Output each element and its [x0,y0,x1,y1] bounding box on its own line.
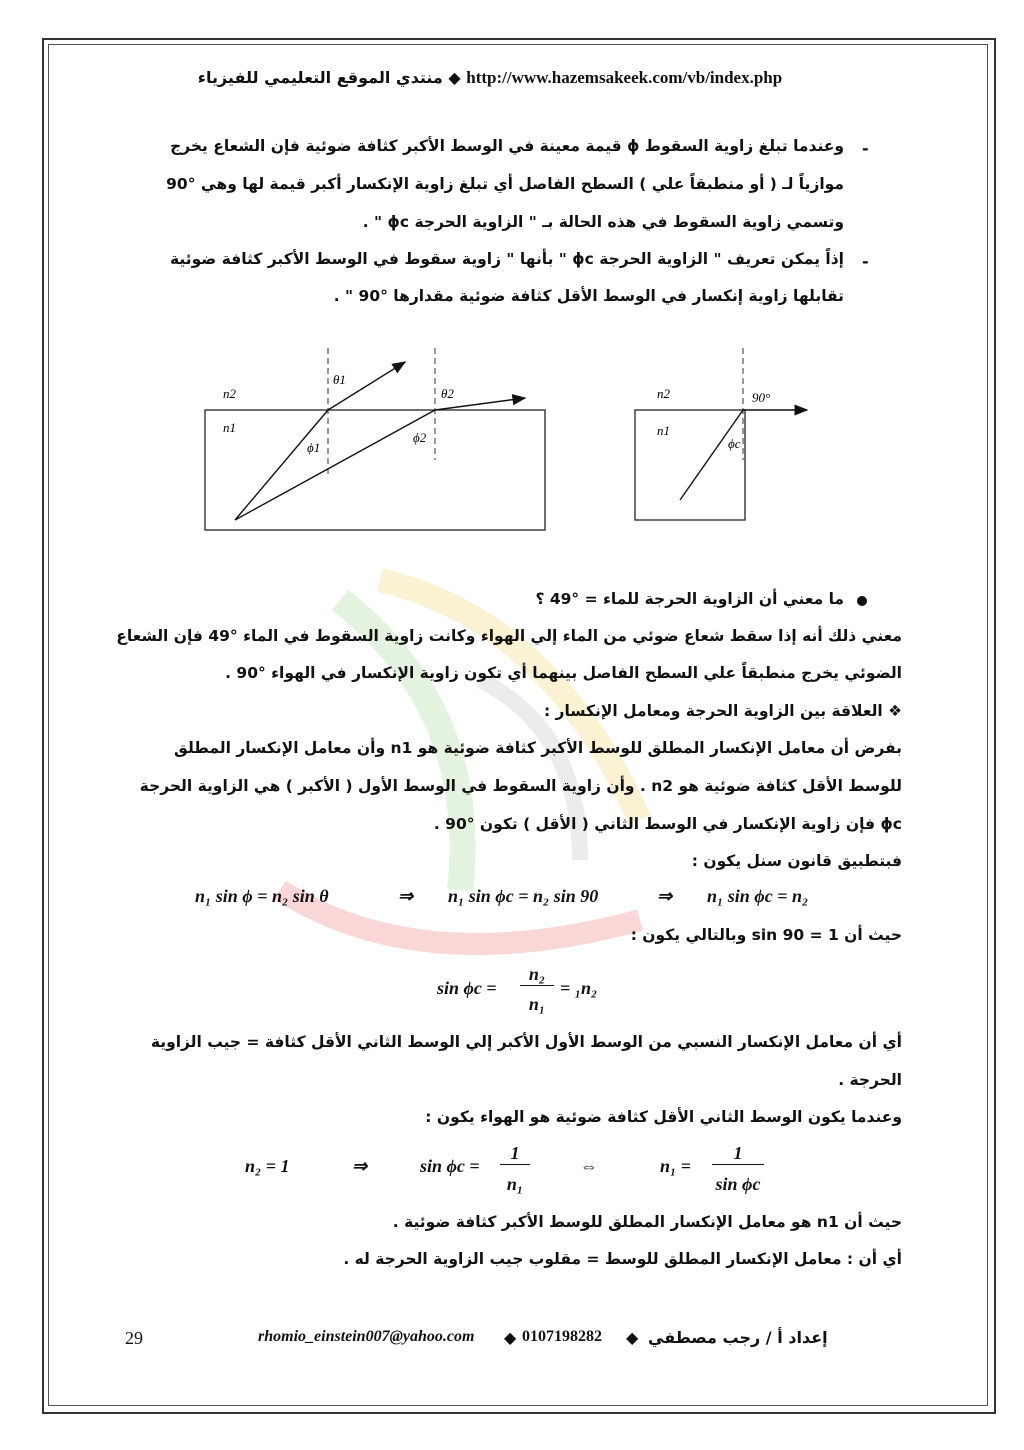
incident-ray-critical [680,410,743,500]
incident-ray-1 [235,410,328,520]
answer-line1: معني ذلك أنه إذا سقط شعاع ضوئي من الماء إلي الهواء وكانت زاوية السقوط في الماء °49 فإن الشعاع [116,627,902,645]
since-line: حيث أن 1 = sin 90 وبالتالي يكون : [630,926,902,944]
eq3-sin-numerator: 1 [500,1143,530,1165]
footer-email: rhomio_einstein007@yahoo.com [258,1328,475,1345]
forum-url-link[interactable]: http://www.hazemsakeek.com/vb/index.php [466,68,783,87]
footer-diamond-icon: ◆ [504,1328,517,1347]
eq2-rhs: = ₁n₂ [560,978,598,998]
left-n2-label: n2 [223,386,236,401]
eq3-implies-arrow: ⇒ [352,1156,368,1176]
relation-line3: ϕc فإن زاوية الإنكسار في الوسط الثاني ( الأقل ) تكون °90 . [433,815,902,833]
eq3-sin-lhs: sin ϕc = [420,1156,480,1176]
refraction-diagram [195,340,771,560]
bullet-dot-icon [857,596,867,606]
phi1-label: ϕ1 [307,440,321,455]
forum-name: منتدي الموقع التعليمي للفيزياء [197,68,443,87]
bullet-dash: - [862,252,869,271]
eq2-numerator: n₂ [520,964,554,986]
air-line: وعندما يكون الوسط الثاني الأقل كثافة ضوئية هو الهواء يكون : [425,1108,902,1126]
paragraph1-line3: وتسمي زاوية السقوط في هذه الحالة بـ " الزاوية الحرجة ϕc " . [362,213,844,231]
relation-title: ❖ العلاقة بين الزاوية الحرجة ومعامل الإنكسار : [543,702,902,720]
header-diamond-icon: ◆ [448,68,461,87]
eq3-iff-arrow: ⇔ [580,1156,598,1176]
paragraph1-line2: موازياً لـ ( أو منطبقاً علي ) السطح الفاصل أي تبلغ زاوية الإنكسار أكبر قيمة لها وهي °90 [166,175,844,193]
paragraph2-line1: إذاً يمكن تعريف " الزاوية الحرجة ϕc " بأنها " زاوية سقوط في الوسط الأكبر كثافة ضوئية [170,250,844,268]
relation-line2: للوسط الأقل كثافة ضوئية هو n2 . وأن زاوية السقوط في الوسط الأول ( الأكبر ) هي الزاوية الحرجة [139,777,902,795]
paragraph1-line1: وعندما تبلغ زاوية السقوط ϕ قيمة معينة في الوسط الأكبر كثافة ضوئية فإن الشعاع يخرج [170,137,844,155]
bullet-dash: - [862,139,869,158]
incident-ray-2 [235,410,435,520]
equation-snell-result: n₁ sin ϕc = n₂ [707,886,809,906]
ninety-label: 90° [752,390,771,405]
implies-arrow-1: ⇒ [398,886,414,906]
theta1-label: θ1 [333,372,346,387]
right-n1-label: n1 [657,423,670,438]
eq3-n2-equals-1: n₂ = 1 [245,1156,290,1176]
phi2-label: ϕ2 [413,430,427,445]
question-line: ما معني أن الزاوية الحرجة للماء = °49 ؟ [535,590,844,608]
answer-line2: الضوئي يخرج منطبقاً علي السطح الفاصل بينهما أي تكون زاوية الإنكسار في الهواء °90 . [225,664,902,682]
theta2-label: θ2 [441,386,454,401]
eq3-n1-lhs: n₁ = [660,1156,692,1176]
eq2-denominator: n₁ [528,994,546,1014]
where-line: حيث أن n1 هو معامل الإنكسار المطلق للوسط الأكبر كثافة ضوئية . [392,1213,902,1231]
footer-author: إعداد أ / رجب مصطفي [648,1328,828,1347]
relative-line1: أي أن معامل الإنكسار النسبي من الوسط الأول الأكبر إلي الوسط الثاني الأقل كثافة = جيب الزاوية [150,1033,902,1051]
paragraph2-line2: تقابلها زاوية إنكسار في الوسط الأقل كثافة ضوئية مقدارها °90 " . [333,287,844,305]
eq3-n1-denominator: sin ϕc [715,1174,761,1194]
eq3-n1-numerator: 1 [712,1143,764,1165]
eq2-lhs: sin ϕc = [437,978,497,998]
right-n2-label: n2 [657,386,670,401]
eq3-sin-denominator: n₁ [506,1174,524,1194]
phic-label: ϕc [728,436,741,451]
relation-line1: بفرض أن معامل الإنكسار المطلق للوسط الأكبر كثافة ضوئية هو n1 وأن معامل الإنكسار المطلق [174,739,902,757]
snell-intro: فبتطبيق قانون سنل يكون : [691,852,902,870]
conclusion-line: أي أن : معامل الإنكسار المطلق للوسط = مقلوب جيب الزاوية الحرجة له . [343,1250,902,1268]
equation-snell-general: n₁ sin ϕ = n₂ sin θ [195,886,329,906]
medium-box-right [635,410,745,520]
medium-box-left [205,410,545,530]
equation-snell-critical: n₁ sin ϕc = n₂ sin 90 [448,886,599,906]
left-n1-label: n1 [223,420,236,435]
implies-arrow-2: ⇒ [657,886,673,906]
footer-diamond-icon: ◆ [626,1328,639,1347]
page-number: 29 [125,1328,143,1348]
relative-line2: الحرجة . [838,1071,902,1089]
page-header [120,68,860,88]
footer-phone: 0107198282 [522,1328,602,1345]
